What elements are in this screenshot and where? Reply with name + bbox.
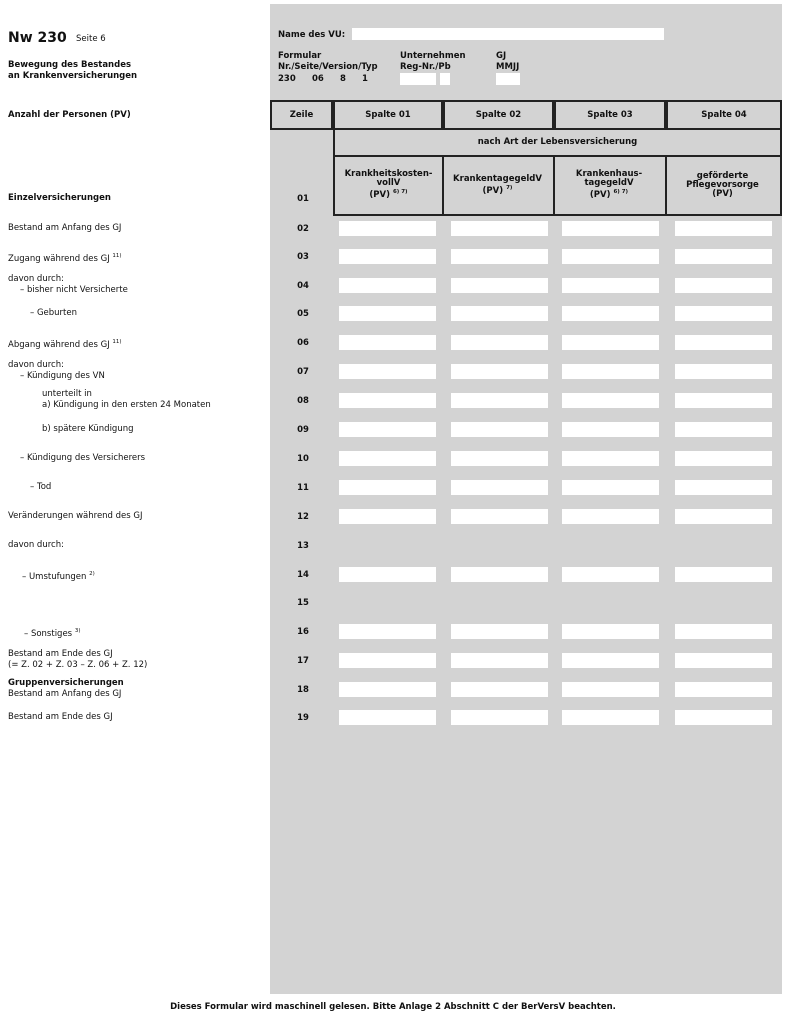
sub-header-2-sup: 7) bbox=[506, 184, 513, 191]
sub-header-3-sup: 6) 7) bbox=[613, 189, 629, 196]
sub-header-4-l1: geförderte bbox=[696, 170, 749, 181]
sub-header-3-l2: tagegeldV bbox=[584, 178, 634, 189]
row-label-text-04: davon durch: bbox=[8, 274, 64, 284]
form-subtitle-1: Bewegung des Bestandes bbox=[8, 60, 132, 70]
row-label-05 bbox=[30, 308, 77, 319]
input-zeile-10-spalte-02[interactable] bbox=[451, 451, 548, 466]
row-number-12: 12 bbox=[297, 512, 309, 522]
row-label-text-16: – Sonstiges bbox=[24, 628, 73, 639]
anzahl-label: Anzahl der Personen (PV) bbox=[8, 110, 131, 120]
input-zeile-05-spalte-02[interactable] bbox=[451, 306, 548, 321]
row-number-03: 03 bbox=[297, 252, 309, 262]
group-header bbox=[333, 129, 782, 157]
input-zeile-18-spalte-03[interactable] bbox=[562, 682, 659, 697]
row-label-text-03: Zugang während des GJ bbox=[8, 253, 110, 264]
group-header-label: nach Art der Lebensversicherung bbox=[477, 136, 638, 147]
row-sublabel-08: a) Kündigung in den ersten 24 Monaten bbox=[42, 400, 211, 410]
form-code: Nw 230 bbox=[8, 30, 67, 46]
input-zeile-12-spalte-03[interactable] bbox=[562, 509, 659, 524]
sub-header-1-l3: (PV) bbox=[369, 189, 390, 200]
row-label-text-07: davon durch: bbox=[8, 360, 64, 370]
input-zeile-06-spalte-01[interactable] bbox=[339, 335, 436, 350]
input-zeile-07-spalte-04[interactable] bbox=[675, 364, 772, 379]
row-number-06: 06 bbox=[297, 338, 309, 348]
input-zeile-05-spalte-01[interactable] bbox=[339, 306, 436, 321]
row-label-text-12: Veränderungen während des GJ bbox=[8, 511, 143, 521]
input-zeile-18-spalte-01[interactable] bbox=[339, 682, 436, 697]
spalte-03-header: Spalte 03 bbox=[554, 100, 666, 130]
input-zeile-04-spalte-04[interactable] bbox=[675, 278, 772, 293]
input-zeile-02-spalte-03[interactable] bbox=[562, 221, 659, 236]
input-zeile-07-spalte-02[interactable] bbox=[451, 364, 548, 379]
input-zeile-16-spalte-03[interactable] bbox=[562, 624, 659, 639]
input-zeile-12-spalte-02[interactable] bbox=[451, 509, 548, 524]
input-zeile-11-spalte-03[interactable] bbox=[562, 480, 659, 495]
input-zeile-08-spalte-04[interactable] bbox=[675, 393, 772, 408]
row-label-10 bbox=[20, 453, 145, 464]
row-label-16 bbox=[24, 626, 80, 640]
row-sublabel-04: – bisher nicht Versicherte bbox=[20, 285, 128, 295]
input-zeile-04-spalte-03[interactable] bbox=[562, 278, 659, 293]
input-zeile-06-spalte-02[interactable] bbox=[451, 335, 548, 350]
input-zeile-10-spalte-04[interactable] bbox=[675, 451, 772, 466]
input-zeile-19-spalte-02[interactable] bbox=[451, 710, 548, 725]
spalte-04-header: Spalte 04 bbox=[666, 100, 782, 130]
row-number-09: 09 bbox=[297, 425, 309, 435]
row-sublabel-07: – Kündigung des VN bbox=[20, 371, 105, 381]
gj-label-2: MMJJ bbox=[496, 62, 520, 72]
row-label-text-11: – Tod bbox=[30, 482, 52, 492]
vu-name-field[interactable] bbox=[352, 28, 664, 40]
input-zeile-05-spalte-04[interactable] bbox=[675, 306, 772, 321]
sub-header-4 bbox=[665, 156, 782, 216]
sub-header-2-l2: KrankentagegeldV bbox=[453, 173, 542, 184]
row-number-19: 19 bbox=[297, 713, 309, 723]
row-footnote-14: 2) bbox=[89, 571, 95, 577]
row-label-text-01: Einzelversicherungen bbox=[8, 193, 111, 203]
input-zeile-02-spalte-02[interactable] bbox=[451, 221, 548, 236]
row-label-09 bbox=[42, 424, 134, 435]
row-label-text-17: Bestand am Ende des GJ bbox=[8, 649, 113, 659]
sub-header-3-l1: Krankenhaus- bbox=[575, 169, 643, 180]
input-zeile-10-spalte-03[interactable] bbox=[562, 451, 659, 466]
input-zeile-10-spalte-01[interactable] bbox=[339, 451, 436, 466]
row-number-08: 08 bbox=[297, 396, 309, 406]
input-zeile-14-spalte-04[interactable] bbox=[675, 567, 772, 582]
formular-label-2: Nr./Seite/Version/Typ bbox=[278, 62, 378, 72]
row-label-08 bbox=[42, 389, 92, 400]
pb-field[interactable] bbox=[440, 73, 450, 85]
formular-nr: 230 bbox=[278, 74, 296, 84]
unternehmen-label-1: Unternehmen bbox=[400, 51, 466, 61]
unternehmen-label-2: Reg-Nr./Pb bbox=[400, 62, 451, 72]
row-number-15: 15 bbox=[297, 598, 309, 608]
row-number-16: 16 bbox=[297, 627, 309, 637]
row-label-text-14: – Umstufungen bbox=[22, 571, 87, 582]
row-label-text-02: Bestand am Anfang des GJ bbox=[8, 223, 122, 233]
row-footnote-03: 11) bbox=[112, 253, 122, 259]
input-zeile-03-spalte-03[interactable] bbox=[562, 249, 659, 264]
input-zeile-06-spalte-04[interactable] bbox=[675, 335, 772, 350]
sub-header-1-sup: 6) 7) bbox=[392, 189, 408, 196]
input-zeile-04-spalte-01[interactable] bbox=[339, 278, 436, 293]
row-sublabel-17: (= Z. 02 + Z. 03 – Z. 06 + Z. 12) bbox=[8, 660, 148, 670]
row-number-02: 02 bbox=[297, 224, 309, 234]
input-zeile-07-spalte-01[interactable] bbox=[339, 364, 436, 379]
row-label-text-10: – Kündigung des Versicherers bbox=[20, 453, 146, 463]
input-zeile-03-spalte-02[interactable] bbox=[451, 249, 548, 264]
input-zeile-02-spalte-01[interactable] bbox=[339, 221, 436, 236]
input-zeile-16-spalte-01[interactable] bbox=[339, 624, 436, 639]
row-label-03 bbox=[8, 251, 122, 265]
input-zeile-07-spalte-03[interactable] bbox=[562, 364, 659, 379]
row-label-text-08: unterteilt in bbox=[42, 389, 92, 399]
row-label-01 bbox=[8, 193, 111, 204]
sub-header-2-l3: (PV) bbox=[482, 185, 504, 196]
sub-header-3-l3: (PV) bbox=[589, 189, 611, 200]
input-zeile-09-spalte-04[interactable] bbox=[675, 422, 772, 437]
row-label-12 bbox=[8, 511, 143, 522]
row-label-19 bbox=[8, 712, 113, 723]
input-zeile-12-spalte-04[interactable] bbox=[675, 509, 772, 524]
input-zeile-16-spalte-02[interactable] bbox=[451, 624, 548, 639]
gj-label-1: GJ bbox=[496, 51, 507, 61]
input-zeile-03-spalte-01[interactable] bbox=[339, 249, 436, 264]
input-zeile-19-spalte-01[interactable] bbox=[339, 710, 436, 725]
gj-field[interactable] bbox=[496, 73, 520, 85]
input-zeile-19-spalte-04[interactable] bbox=[675, 710, 772, 725]
input-zeile-12-spalte-01[interactable] bbox=[339, 509, 436, 524]
input-zeile-02-spalte-04[interactable] bbox=[675, 221, 772, 236]
formular-typ: 1 bbox=[362, 74, 368, 84]
sub-header-1-l2: vollV bbox=[376, 178, 401, 189]
input-zeile-03-spalte-04[interactable] bbox=[675, 249, 772, 264]
input-zeile-17-spalte-02[interactable] bbox=[451, 653, 548, 668]
input-zeile-05-spalte-03[interactable] bbox=[562, 306, 659, 321]
input-zeile-08-spalte-03[interactable] bbox=[562, 393, 659, 408]
footer-note: Dieses Formular wird maschinell gelesen. Bitte Anlage 2 Abschnitt C der BerVersV beachten. bbox=[170, 1002, 616, 1012]
row-label-text-06: Abgang während des GJ bbox=[8, 339, 110, 350]
row-label-04 bbox=[8, 274, 64, 285]
input-zeile-18-spalte-04[interactable] bbox=[675, 682, 772, 697]
input-zeile-17-spalte-04[interactable] bbox=[675, 653, 772, 668]
input-zeile-14-spalte-02[interactable] bbox=[451, 567, 548, 582]
row-label-06 bbox=[8, 337, 122, 351]
row-number-14: 14 bbox=[297, 570, 309, 580]
row-number-01: 01 bbox=[297, 194, 309, 204]
row-number-07: 07 bbox=[297, 367, 309, 377]
row-sublabel-18: Bestand am Anfang des GJ bbox=[8, 689, 122, 699]
input-zeile-11-spalte-02[interactable] bbox=[451, 480, 548, 495]
input-zeile-17-spalte-03[interactable] bbox=[562, 653, 659, 668]
row-number-10: 10 bbox=[297, 454, 309, 464]
formular-seite: 06 bbox=[312, 74, 324, 84]
input-zeile-09-spalte-02[interactable] bbox=[451, 422, 548, 437]
row-number-13: 13 bbox=[297, 541, 309, 551]
row-footnote-16: 3) bbox=[74, 628, 81, 634]
formular-version: 8 bbox=[340, 74, 346, 84]
input-zeile-08-spalte-01[interactable] bbox=[339, 393, 436, 408]
zeile-header: Zeile bbox=[270, 100, 333, 130]
row-label-text-05: – Geburten bbox=[30, 308, 77, 318]
row-label-17 bbox=[8, 649, 113, 660]
sub-header-3 bbox=[553, 156, 667, 216]
vu-name-label: Name des VU: bbox=[278, 30, 346, 40]
input-zeile-14-spalte-03[interactable] bbox=[562, 567, 659, 582]
input-zeile-08-spalte-02[interactable] bbox=[451, 393, 548, 408]
row-number-17: 17 bbox=[297, 656, 309, 666]
sub-header-1-l1: Krankheitskosten- bbox=[344, 169, 433, 180]
form-subtitle-2: an Krankenversicherungen bbox=[8, 71, 138, 81]
input-zeile-11-spalte-01[interactable] bbox=[339, 480, 436, 495]
input-zeile-16-spalte-04[interactable] bbox=[675, 624, 772, 639]
input-zeile-17-spalte-01[interactable] bbox=[339, 653, 436, 668]
row-label-02 bbox=[8, 223, 121, 234]
row-label-text-13: davon durch: bbox=[8, 540, 64, 550]
row-label-text-09: b) spätere Kündigung bbox=[42, 424, 134, 434]
formular-label-1: Formular bbox=[278, 51, 322, 61]
input-zeile-09-spalte-03[interactable] bbox=[562, 422, 659, 437]
row-footnote-06: 11) bbox=[112, 339, 122, 345]
input-zeile-04-spalte-02[interactable] bbox=[451, 278, 548, 293]
sub-header-4-l3: (PV) bbox=[712, 188, 733, 199]
reg-nr-field[interactable] bbox=[400, 73, 436, 85]
sub-header-2 bbox=[442, 156, 555, 216]
input-zeile-06-spalte-03[interactable] bbox=[562, 335, 659, 350]
row-number-05: 05 bbox=[297, 309, 309, 319]
input-zeile-19-spalte-03[interactable] bbox=[562, 710, 659, 725]
row-label-13 bbox=[8, 540, 64, 551]
row-label-18 bbox=[8, 678, 124, 689]
row-number-18: 18 bbox=[297, 685, 309, 695]
input-zeile-09-spalte-01[interactable] bbox=[339, 422, 436, 437]
page-number: Seite 6 bbox=[76, 34, 106, 44]
row-label-text-18: Gruppenversicherungen bbox=[8, 678, 124, 688]
input-zeile-18-spalte-02[interactable] bbox=[451, 682, 548, 697]
spalte-02-header: Spalte 02 bbox=[443, 100, 554, 130]
row-label-07 bbox=[8, 360, 64, 371]
row-number-11: 11 bbox=[297, 483, 309, 493]
row-number-04: 04 bbox=[297, 281, 309, 291]
input-zeile-14-spalte-01[interactable] bbox=[339, 567, 436, 582]
row-label-14 bbox=[22, 569, 95, 583]
spalte-01-header: Spalte 01 bbox=[333, 100, 443, 130]
input-zeile-11-spalte-04[interactable] bbox=[675, 480, 772, 495]
row-label-text-19: Bestand am Ende des GJ bbox=[8, 712, 113, 722]
sub-header-1 bbox=[333, 156, 444, 216]
sub-header-4-l2: Pflegevorsorge bbox=[686, 179, 759, 190]
row-label-11 bbox=[30, 482, 51, 493]
